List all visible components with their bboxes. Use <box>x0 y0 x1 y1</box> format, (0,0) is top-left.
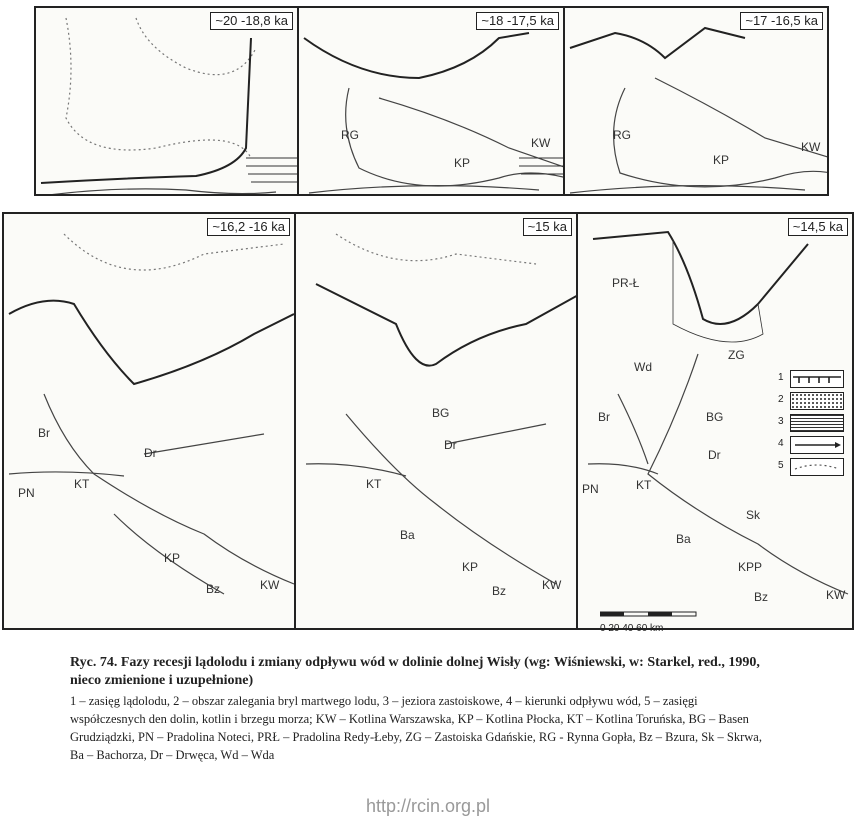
map-label: ZG <box>728 348 745 362</box>
map-label: KW <box>531 136 551 150</box>
map-label: KT <box>366 477 382 491</box>
scale-bar-graphic <box>600 604 700 618</box>
map-label: Bz <box>206 582 221 596</box>
map-panel-5 <box>294 212 578 630</box>
caption-body: 1 – zasięg lądolodu, 2 – obszar zalegania bryl martwego lodu, 3 – jeziora zastoiskowe, 4 – kierunki odpływu wód, 5 – zasięgi współczesnych den dolin, kotlin i brzegu morza; KW – Kotlina Warszawska, KP – Kotlina Płocka, KT – Kotlina Toruńska, BG – Basen Grudziądzki, PN – Pradolina Noteci, PRŁ – Pradolina Redy-Łeby, ZG – Zastoiska Gdańskie, RG - Rynna Gopła, Bz – Bzura, Sk – Skrwa, Ba – Bachorza, Dr – Drwęca, Wd – Wda <box>70 694 762 762</box>
map-label: Ba <box>400 528 415 542</box>
map-label: Sk <box>746 508 761 522</box>
phase-tag: ~15 ka <box>523 218 572 236</box>
panel-4-map <box>4 214 296 630</box>
map-panel-1 <box>34 6 299 196</box>
map-label: KW <box>801 140 821 154</box>
map-label: Bz <box>492 584 507 598</box>
map-panel-4 <box>2 212 296 630</box>
legend-swatch-lakes <box>790 414 844 432</box>
map-label: KT <box>636 478 652 492</box>
map-label: Br <box>38 426 50 440</box>
map-panel-3 <box>563 6 829 196</box>
map-label: KP <box>713 153 730 167</box>
phase-tag: ~18 -17,5 ka <box>476 12 559 30</box>
figure-caption <box>70 654 770 764</box>
map-label: KT <box>74 477 90 491</box>
phase-tag: ~14,5 ka <box>788 218 848 236</box>
legend-number: 2 <box>778 394 784 405</box>
map-label: PR-Ł <box>612 276 640 290</box>
legend-number: 3 <box>778 416 784 427</box>
map-label: Bz <box>754 590 769 604</box>
panel-1-map <box>36 8 299 196</box>
map-label: Wd <box>634 360 652 374</box>
scale-label: 0 20 40 60 km <box>600 623 664 634</box>
map-panel-2 <box>297 6 565 196</box>
map-label: KP <box>164 551 181 565</box>
map-label: Ba <box>676 532 691 546</box>
map-label: KPP <box>738 560 763 574</box>
map-label: BG <box>706 410 724 424</box>
phase-tag: ~17 -16,5 ka <box>740 12 823 30</box>
legend-swatch-valley-limits <box>790 458 844 476</box>
map-label: PN <box>582 482 599 496</box>
legend-number: 5 <box>778 460 784 471</box>
map-label: KW <box>826 588 846 602</box>
map-label: RG <box>613 128 631 142</box>
map-label: KW <box>542 578 562 592</box>
map-label: BG <box>432 406 450 420</box>
map-label: Dr <box>144 446 157 460</box>
legend-swatch-dead-ice <box>790 392 844 410</box>
source-url: http://rcin.org.pl <box>365 796 491 816</box>
map-label: PN <box>18 486 35 500</box>
map-label: KW <box>260 578 280 592</box>
phase-tag: ~20 -18,8 ka <box>210 12 293 30</box>
scale-bar <box>600 604 700 634</box>
legend-number: 4 <box>778 438 784 449</box>
legend-swatch-outflow <box>790 436 844 454</box>
map-label: KP <box>462 560 479 574</box>
phase-tag: ~16,2 -16 ka <box>207 218 290 236</box>
caption-title: Ryc. 74. Fazy recesji lądolodu i zmiany odpływu wód w dolinie dolnej Wisły (wg: Wiśniewski, w: Starkel, red., 1990, nieco zmienione i uzupełnione) <box>70 655 760 688</box>
legend-number: 1 <box>778 372 784 383</box>
map-label: Br <box>598 410 610 424</box>
panel-2-map <box>299 8 565 196</box>
panel-5-map <box>296 214 578 630</box>
map-label: KP <box>454 156 471 170</box>
legend-swatch-ice-margin <box>790 370 844 388</box>
panel-3-map <box>565 8 829 196</box>
legend <box>778 368 846 478</box>
map-label: Dr <box>708 448 721 462</box>
map-label: Dr <box>444 438 457 452</box>
map-label: RG <box>341 128 359 142</box>
